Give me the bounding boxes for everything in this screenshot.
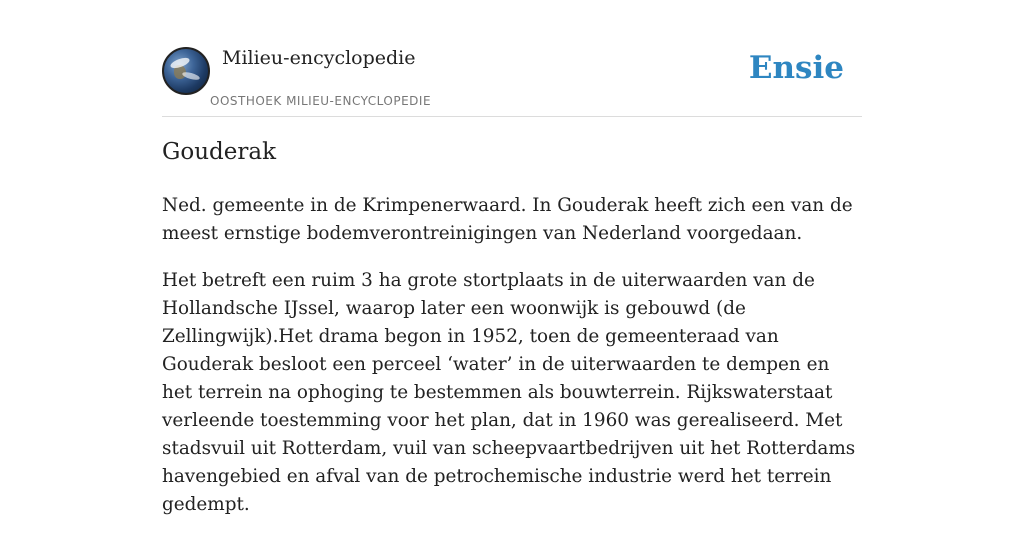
earth-globe-icon[interactable] [162, 47, 210, 95]
paragraph: Het betreft een ruim 3 ha grote stortplaats in de uiterwaarden van de Hollandsche IJssel, waarop later een woonwijk is gebouwd (de Zellingwijk).Het drama begon in 1952, toen de gemeenteraad van Gouderak besloot een perceel ‘water’ in de uiterwaarden te dempen en het terrein na ophoging te bestemmen als bouwterrein. Rijkswaterstaat verleende toestemming voor het plan, dat in 1960 was gerealiseerd. Met stadsvuil uit Rotterdam, vuil van scheepvaartbedrijven uit het Rotterdams havengebied en afval van de petrochemische industrie werd het terrein gedempt. [162, 270, 856, 515]
paragraph: Ned. gemeente in de Krimpenerwaard. In Gouderak heeft zich een van de meest ernstige bodemverontreinigingen van Nederland voorgedaan. [162, 195, 853, 244]
site-subtitle: OOSTHOEK MILIEU-ENCYCLOPEDIE [210, 94, 432, 108]
brand-logo[interactable]: Ensie [748, 50, 844, 86]
site-title[interactable]: Milieu-encyclopedie [222, 47, 416, 69]
article-body [162, 192, 862, 538]
site-header [162, 40, 862, 117]
article-title: Gouderak [162, 139, 277, 165]
